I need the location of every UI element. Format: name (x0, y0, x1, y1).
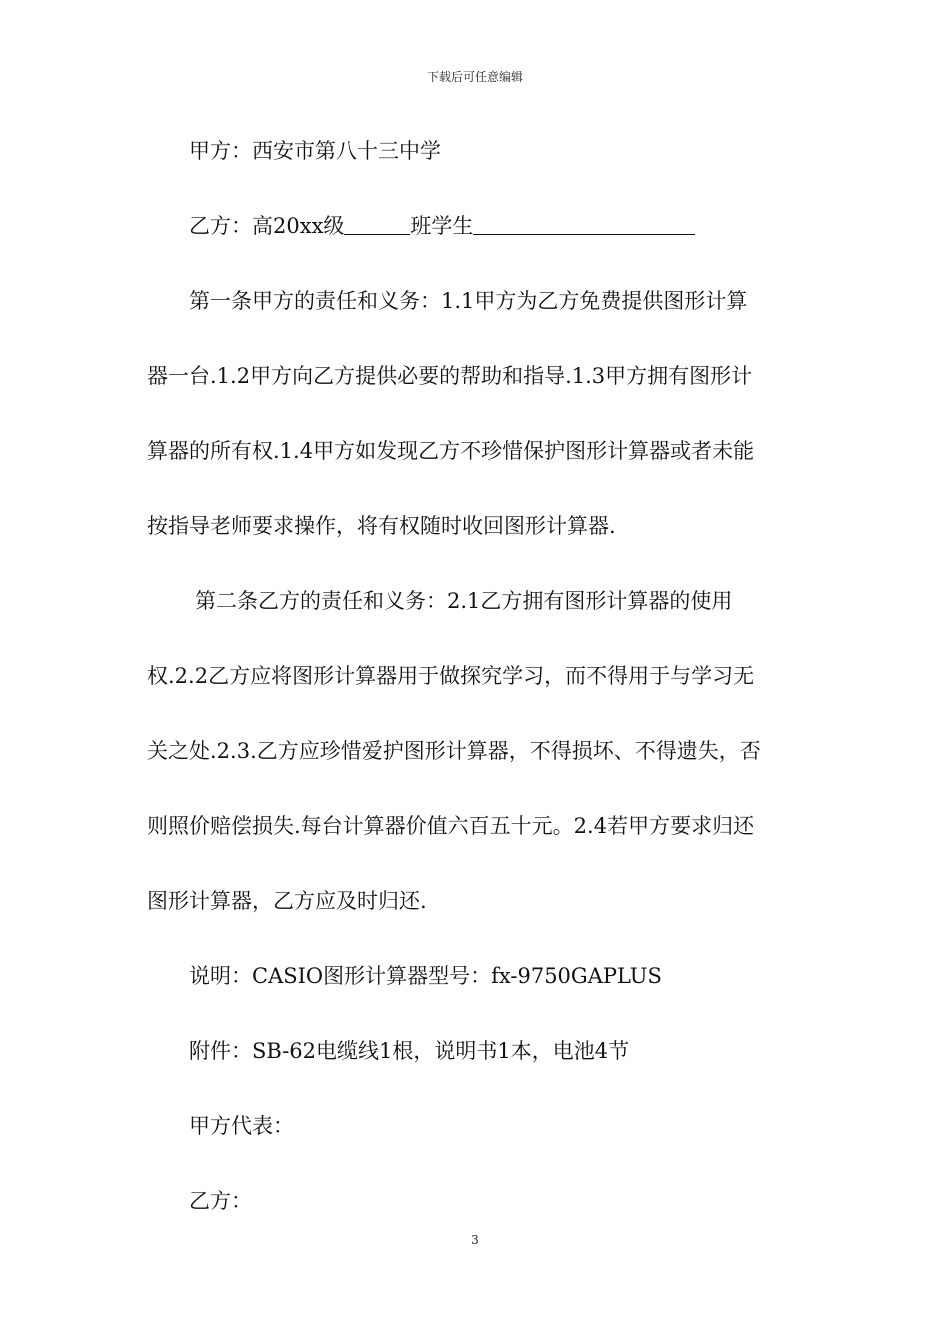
description-line: 说明：CASIO图形计算器型号：fx-9750GAPLUS (189, 964, 662, 988)
article-1-line-1: 第一条甲方的责任和义务：1.1甲方为乙方免费提供图形计算 (189, 289, 748, 313)
accessories-line: 附件：SB-62电缆线1根，说明书1本，电池4节 (189, 1039, 630, 1063)
header-note: 下载后可任意编辑 (426, 70, 523, 84)
party-b-prefix: 乙方：高20xx级 (189, 214, 345, 238)
student-name-blank-field[interactable] (473, 212, 695, 235)
party-b-mid: 班学生 (410, 214, 474, 238)
article-1-line-4: 按指导老师要求操作，将有权随时收回图形计算器. (147, 514, 616, 538)
article-2-line-1: 第二条乙方的责任和义务：2.1乙方拥有图形计算器的使用 (195, 589, 733, 613)
party-b-line (189, 211, 695, 241)
article-2-line-3: 关之处.2.3.乙方应珍惜爱护图形计算器，不得损坏、不得遗失，否 (147, 739, 761, 763)
article-1-line-3: 算器的所有权.1.4甲方如发现乙方不珍惜保护图形计算器或者未能 (147, 439, 755, 463)
party-b-signature-label: 乙方： (189, 1189, 252, 1213)
party-a-line: 甲方：西安市第八十三中学 (189, 139, 441, 163)
article-2-line-5: 图形计算器，乙方应及时归还. (147, 889, 427, 913)
party-a-representative-label: 甲方代表： (189, 1114, 294, 1138)
page-number: 3 (471, 1233, 479, 1247)
article-2-line-2: 权.2.2乙方应将图形计算器用于做探究学习，而不得用于与学习无 (147, 664, 755, 688)
article-1-line-2: 器一台.1.2甲方向乙方提供必要的帮助和指导.1.3甲方拥有图形计 (147, 364, 753, 388)
article-2-line-4: 则照价赔偿损失.每台计算器价值六百五十元。2.4若甲方要求归还 (147, 814, 755, 838)
class-blank-field[interactable] (344, 212, 410, 235)
